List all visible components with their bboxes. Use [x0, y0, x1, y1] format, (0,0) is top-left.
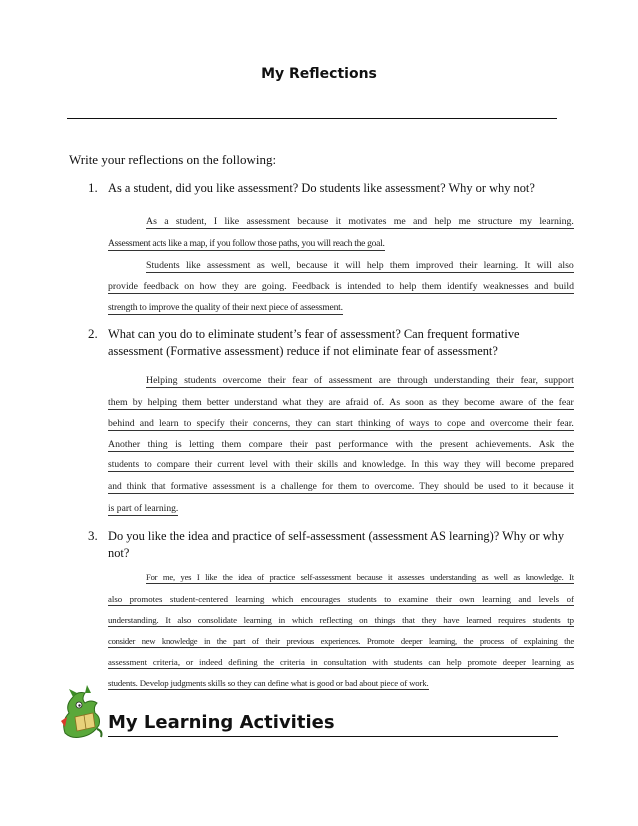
answer-word: them	[108, 397, 128, 408]
answer-word: like	[205, 572, 218, 582]
answer-word: to	[384, 594, 392, 604]
answer-word: their	[459, 260, 478, 271]
answer-word: deeper	[400, 636, 423, 646]
answer-word: start	[336, 418, 353, 429]
answer-word: performance	[338, 439, 389, 450]
answer-word: of	[257, 572, 264, 582]
answer-word: experiences.	[320, 636, 361, 646]
answer-word: requires	[498, 615, 526, 625]
answer-word: fear	[558, 397, 574, 408]
answer-word: motivates	[348, 216, 387, 227]
answer-word: past	[315, 439, 332, 450]
answer-word: their	[496, 375, 515, 386]
answer-word: them	[337, 482, 357, 492]
answer-word: of	[314, 375, 323, 386]
answer-word: learning	[482, 594, 511, 604]
answer-word: help	[399, 281, 417, 292]
answer-word: me	[393, 216, 406, 227]
answer-word: students	[532, 615, 561, 625]
answer-word: as	[566, 657, 574, 667]
answer-word: like	[185, 260, 201, 271]
answer-3-line	[108, 636, 574, 648]
answer-word: of.	[373, 397, 385, 408]
answer-word: their	[194, 460, 213, 470]
dragon-reading-icon	[57, 683, 107, 741]
page-title: My Reflections	[261, 66, 377, 82]
answer-word: in	[310, 657, 318, 667]
question-1-text: As a student, did you like assessment? Do students like assessment? Why or why not?	[108, 181, 535, 195]
answer-word: students	[108, 460, 140, 470]
section-heading-underline	[108, 736, 558, 737]
question-2-text-line-1: What can you do to eliminate student’s fear of assessment? Can frequent formative	[108, 327, 520, 341]
answer-word: that	[402, 615, 415, 625]
question-1-number: 1.	[88, 180, 98, 195]
answer-1-line: Assessment acts like a map, if you follow those paths, you will reach the goal.	[108, 238, 385, 249]
answer-word: fear,	[520, 375, 538, 386]
answer-word: assessment	[328, 375, 373, 386]
answer-word: structure	[477, 216, 513, 227]
answer-word: As	[389, 397, 401, 408]
answer-word: Promote	[366, 636, 395, 646]
answer-word: weaknesses	[482, 281, 529, 292]
answer-word: new	[141, 636, 156, 646]
answer-word: soon	[405, 397, 424, 408]
answer-word: their	[435, 594, 452, 604]
answer-2-line: is part of learning.	[108, 503, 179, 514]
answer-2-line	[108, 439, 574, 452]
answer-word: knowledge.	[362, 460, 407, 470]
answer-3-line	[146, 572, 574, 584]
answer-word: assessment	[246, 216, 290, 227]
answer-word: challenge	[280, 482, 317, 492]
instructions: Write your reflections on the following:	[69, 152, 277, 167]
answer-word: overcome	[222, 375, 262, 386]
answer-word: promotes	[129, 594, 163, 604]
answer-word: It	[569, 572, 574, 582]
answer-word: students	[347, 594, 377, 604]
answer-word: learn	[159, 418, 179, 429]
answer-word: will	[536, 260, 552, 271]
answer-word: with	[372, 657, 388, 667]
answer-word: fear.	[556, 418, 574, 429]
answer-word: to	[183, 418, 192, 429]
answer-word: of	[566, 594, 574, 604]
answer-word: this	[424, 460, 439, 470]
answer-word: well	[493, 572, 508, 582]
answer-word: help	[366, 260, 384, 271]
answer-word: as	[481, 572, 489, 582]
answer-word: to	[434, 418, 442, 429]
answer-word: me	[458, 216, 471, 227]
answer-word: them	[421, 281, 442, 292]
answer-word: to	[144, 460, 152, 470]
answer-word: thinking	[358, 418, 391, 429]
answer-word: be	[474, 482, 484, 492]
answer-word: compare	[248, 439, 283, 450]
answer-word: the	[463, 636, 474, 646]
answer-2-line	[108, 482, 574, 494]
answer-word: the	[420, 439, 433, 450]
answer-2-line	[108, 418, 574, 431]
answer-word: promote	[467, 657, 497, 667]
answer-3-line: students. Develop judgments skills so they can define what is good or bad about piece of work.	[108, 678, 429, 688]
answer-word: own	[459, 594, 475, 604]
answer-word: how	[199, 281, 217, 292]
answer-word: understanding	[434, 375, 490, 386]
answer-word: student-centered	[169, 594, 229, 604]
answer-word: me,	[162, 572, 175, 582]
answer-word: it	[335, 216, 342, 227]
answer-word: them	[182, 397, 202, 408]
answer-word: intended	[347, 281, 381, 292]
answer-word: of	[528, 397, 537, 408]
answer-word: for	[321, 482, 333, 492]
answer-word: achievements.	[475, 439, 532, 450]
answer-word: it	[387, 572, 393, 582]
answer-word: to	[510, 482, 519, 492]
answer-word: the	[222, 572, 233, 582]
answer-word: in	[203, 636, 211, 646]
answer-word: overcome.	[374, 482, 415, 492]
answer-word: letting	[189, 439, 215, 450]
answer-word: think	[126, 482, 147, 492]
answer-word: with	[395, 439, 413, 450]
answer-word: and	[343, 460, 357, 470]
answer-word: support	[544, 375, 574, 386]
answer-word: Helping	[146, 375, 178, 386]
answer-1-line	[108, 281, 574, 294]
question-3-number: 3.	[88, 528, 98, 543]
answer-word: previous	[286, 636, 315, 646]
answer-word: their	[265, 636, 280, 646]
answer-word: overcome	[489, 418, 529, 429]
answer-word: concerns,	[252, 418, 291, 429]
answer-word: and	[413, 216, 428, 227]
answer-word: knowledge.	[525, 572, 564, 582]
answer-word: encourages	[300, 594, 341, 604]
answer-word: specify	[196, 418, 225, 429]
answer-word: of	[510, 636, 518, 646]
answer-word: the	[216, 636, 227, 646]
answer-word: and	[534, 281, 549, 292]
answer-word: consider	[108, 636, 136, 646]
answer-word: my	[519, 216, 533, 227]
answer-word: they	[464, 460, 481, 470]
answer-word: is	[335, 281, 342, 292]
answer-word: I	[196, 572, 200, 582]
answer-word: which	[291, 615, 313, 625]
answer-word: what	[282, 397, 302, 408]
answer-word: the	[263, 657, 275, 667]
answer-word: going.	[261, 281, 287, 292]
answer-word: used	[488, 482, 506, 492]
answer-word: as	[256, 260, 265, 271]
answer-word: and	[139, 418, 154, 429]
answer-word: criteria	[280, 657, 305, 667]
answer-word: the	[541, 397, 554, 408]
answer-word: also	[108, 594, 123, 604]
answer-word: build	[553, 281, 574, 292]
answer-word: are	[378, 375, 391, 386]
answer-word: knowledge	[161, 636, 198, 646]
answer-word: of	[252, 636, 259, 646]
answer-word: help	[446, 657, 462, 667]
answer-word: through	[397, 375, 428, 386]
answer-word: level	[249, 460, 268, 470]
answer-word: process	[479, 636, 504, 646]
answer-word: fear	[292, 375, 308, 386]
answer-word: students	[184, 375, 217, 386]
answer-word: because	[297, 216, 329, 227]
answer-word: that	[151, 482, 166, 492]
answer-word: of	[395, 418, 404, 429]
answer-word: because	[296, 260, 328, 271]
answer-2-line	[108, 397, 574, 410]
answer-word: self-assessment	[300, 572, 352, 582]
answer-word: their	[289, 439, 308, 450]
answer-word: criteria,	[152, 657, 181, 667]
answer-2-line	[146, 375, 574, 388]
answer-word: deeper	[502, 657, 527, 667]
answer-word: In	[411, 460, 420, 470]
answer-word: Feedback	[292, 281, 330, 292]
answer-word: have	[443, 615, 460, 625]
answer-word: understand	[234, 397, 278, 408]
answer-word: I	[213, 216, 218, 227]
answer-word: prepared	[540, 460, 574, 470]
answer-word: they	[442, 397, 460, 408]
answer-word: thing	[147, 439, 168, 450]
answer-word: will	[345, 260, 361, 271]
answer-word: can	[317, 418, 331, 429]
answer-word: also	[558, 260, 574, 271]
answer-word: can	[428, 657, 441, 667]
answer-word: consultation	[323, 657, 367, 667]
answer-3-line	[108, 594, 574, 606]
answer-word: Students	[146, 260, 180, 271]
question-3-text-line-1: Do you like the idea and practice of self-assessment (assessment AS learning)? Why or why	[108, 529, 565, 543]
answer-word: assessment	[108, 657, 148, 667]
answer-word: in	[278, 615, 286, 625]
answer-word: Another	[108, 439, 141, 450]
answer-word: idea	[238, 572, 252, 582]
answer-3-line	[108, 657, 574, 669]
answer-word: learning.	[483, 260, 519, 271]
answer-word: ways	[409, 418, 430, 429]
answer-2-line	[108, 460, 574, 472]
answer-word: learning	[243, 615, 272, 625]
answer-word: them	[389, 260, 410, 271]
answer-word: a	[164, 216, 169, 227]
answer-word: on	[184, 281, 195, 292]
answer-1-line	[146, 216, 574, 229]
answer-word: helping	[147, 397, 177, 408]
answer-word: to	[362, 482, 370, 492]
answer-word: practice	[269, 572, 296, 582]
answer-word: compare	[156, 460, 190, 470]
answer-word: because	[356, 572, 383, 582]
answer-word: better	[206, 397, 230, 408]
answer-word: things	[374, 615, 396, 625]
answer-word: They	[419, 482, 439, 492]
answer-word: they	[421, 615, 437, 625]
answer-word: their	[533, 418, 552, 429]
question-2-number: 2.	[88, 326, 98, 341]
answer-word: as	[428, 397, 438, 408]
answer-word: consolidate	[197, 615, 237, 625]
answer-1-line: strength to improve the quality of their next piece of assessment.	[108, 302, 343, 313]
answer-word: they	[221, 281, 239, 292]
answer-word: explaining	[523, 636, 558, 646]
answer-word: as	[513, 572, 521, 582]
answer-word: reflecting	[319, 615, 353, 625]
answer-word: the	[564, 636, 574, 646]
answer-word: current	[217, 460, 245, 470]
answer-word: are	[328, 397, 341, 408]
answer-word: understanding.	[108, 615, 159, 625]
answer-word: learned	[466, 615, 492, 625]
answer-word: which	[271, 594, 294, 604]
answer-1-line	[146, 260, 574, 273]
answer-word: learning,	[428, 636, 457, 646]
answer-word: their	[229, 418, 248, 429]
answer-word: also	[177, 615, 192, 625]
answer-3-line	[108, 615, 574, 627]
answer-word: It	[524, 260, 531, 271]
answer-word: behind	[108, 418, 135, 429]
answer-word: their	[267, 375, 286, 386]
answer-word: their	[295, 460, 313, 470]
answer-word: assessment	[206, 260, 251, 271]
answer-word: and	[108, 482, 122, 492]
answer-word: cope	[447, 418, 466, 429]
answer-word: tp	[567, 615, 574, 625]
answer-word: them	[221, 439, 242, 450]
answer-word: examine	[398, 594, 429, 604]
question-2-text-line-2: assessment (Formative assessment) reduce if not eliminate fear of assessment?	[108, 344, 498, 358]
answer-word: identify	[447, 281, 478, 292]
answer-word: skills	[317, 460, 338, 470]
answer-word: aware	[499, 397, 524, 408]
answer-word: assessment	[212, 482, 255, 492]
section-heading: My Learning Activities	[108, 712, 335, 733]
answer-word: should	[443, 482, 470, 492]
answer-word: student,	[175, 216, 207, 227]
answer-word: and	[518, 594, 532, 604]
answer-word: with	[273, 460, 291, 470]
title-underline	[67, 118, 557, 119]
answer-word: learning.	[539, 216, 574, 227]
question-3-text-line-2: not?	[108, 546, 130, 560]
answer-word: Ask	[538, 439, 555, 450]
answer-word: afraid	[345, 397, 369, 408]
answer-word: students	[393, 657, 423, 667]
answer-word: like	[224, 216, 240, 227]
answer-word: it	[523, 482, 529, 492]
answer-word: the	[562, 439, 574, 450]
answer-word: yes	[180, 572, 192, 582]
answer-word: it	[568, 482, 574, 492]
answer-word: is	[259, 482, 267, 492]
answer-word: feedback	[143, 281, 179, 292]
answer-word: help	[434, 216, 452, 227]
answer-word: well,	[270, 260, 291, 271]
answer-word: become	[505, 460, 536, 470]
answer-word: by	[132, 397, 143, 408]
answer-word: become	[464, 397, 495, 408]
answer-word: they	[295, 418, 313, 429]
answer-word: are	[244, 281, 257, 292]
answer-word: way	[443, 460, 460, 470]
answer-word: a	[271, 482, 276, 492]
answer-word: assesses	[397, 572, 425, 582]
answer-word: they	[306, 397, 324, 408]
answer-word: on	[359, 615, 368, 625]
answer-word: because	[533, 482, 564, 492]
answer-word: defining	[228, 657, 258, 667]
answer-word: As	[146, 216, 157, 227]
answer-word: and	[470, 418, 485, 429]
answer-word: learning	[235, 594, 265, 604]
answer-word: part	[233, 636, 246, 646]
answer-word: understanding	[429, 572, 477, 582]
answer-word: will	[485, 460, 501, 470]
answer-word: learning	[531, 657, 561, 667]
answer-word: formative	[170, 482, 208, 492]
answer-word: levels	[538, 594, 560, 604]
answer-word: to	[386, 281, 395, 292]
answer-word: it	[333, 260, 340, 271]
answer-word: or	[185, 657, 194, 667]
answer-word: indeed	[199, 657, 223, 667]
answer-word: improved	[415, 260, 454, 271]
answer-word: present	[439, 439, 469, 450]
answer-word: For	[146, 572, 158, 582]
answer-word: It	[165, 615, 171, 625]
answer-word: provide	[108, 281, 138, 292]
answer-word: is	[175, 439, 182, 450]
